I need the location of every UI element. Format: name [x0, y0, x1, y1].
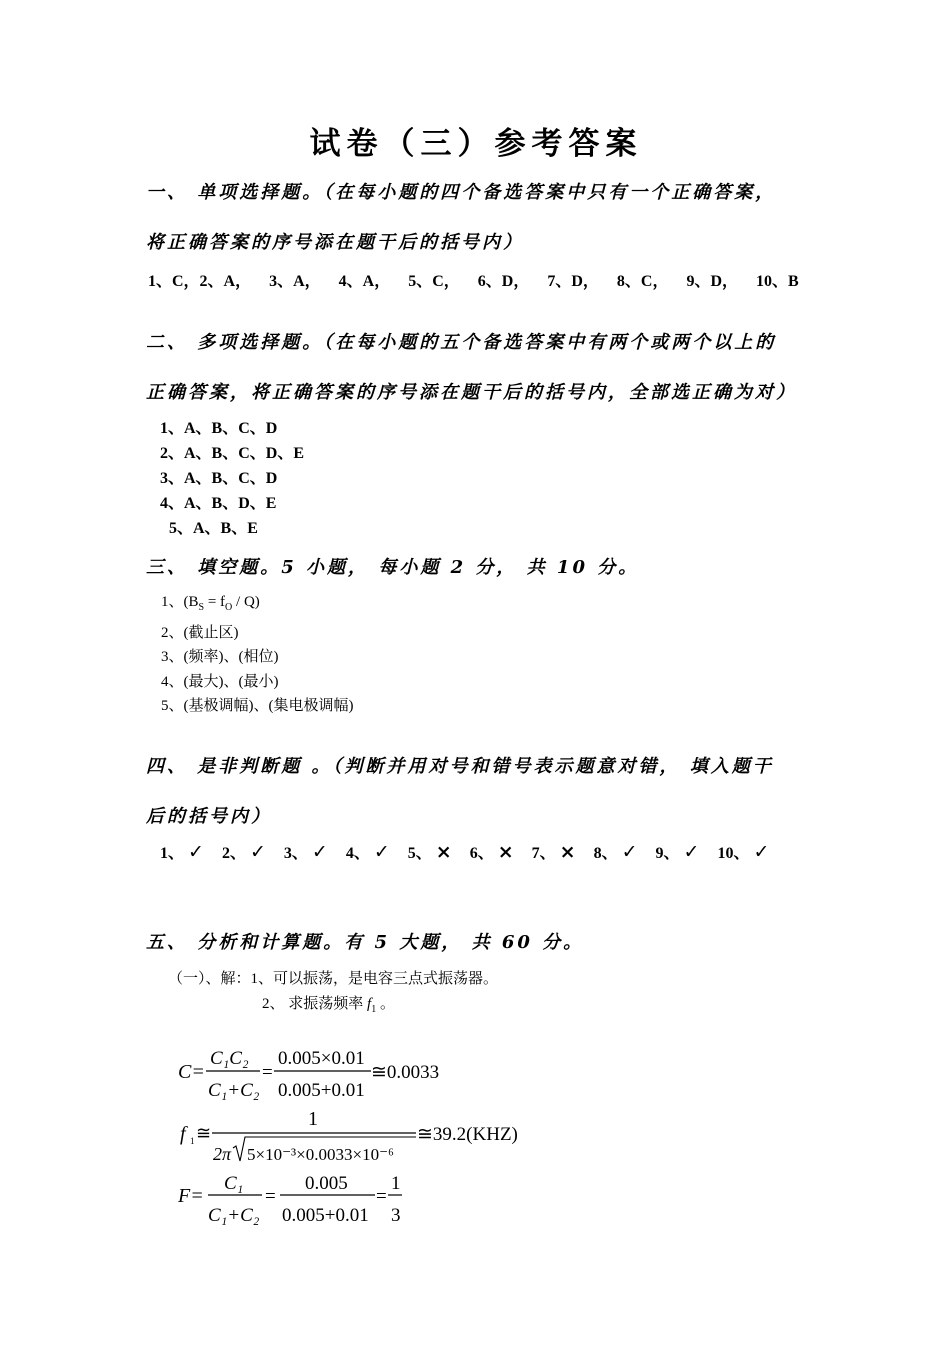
eq2-result: ≅39.2(KHZ): [417, 1124, 518, 1145]
eq3-eq: =: [265, 1186, 276, 1207]
eq3-den-sym: C₁+C₂: [208, 1205, 260, 1226]
eq3-frac-num: 1: [391, 1173, 401, 1194]
section2-heading: 二、 多项选择题。（在每小题的五个备选答案中有两个或两个以上的: [146, 332, 777, 353]
check-icon: ✓: [188, 841, 204, 863]
section4-heading-cont: 后的括号内）: [146, 806, 272, 827]
eq2-den-pre: 2π: [213, 1144, 232, 1164]
judgement-item: 2、 ✓: [221, 841, 266, 863]
check-icon: ✓: [683, 841, 700, 863]
check-icon: ✓: [621, 841, 638, 863]
section3-answer-list: [161, 590, 353, 719]
judgement-item: 3、 ✓: [283, 841, 328, 863]
solution-line-2: 2、 求振荡频率 $f_1$ 。: [262, 996, 395, 1015]
eq3-num-val: 0.005: [305, 1173, 348, 1194]
section3-heading: 三、 填空题。5 小题， 每小题 2 分， 共 10 分。: [146, 557, 640, 578]
check-icon: ✓: [311, 841, 328, 863]
judgement-item: 9、 ✓: [655, 841, 700, 863]
eq1-lhs: C=: [178, 1061, 205, 1083]
judgement-item: 7、 ×: [531, 841, 576, 863]
eq1-eq: =: [262, 1062, 273, 1083]
eq3-lhs: F=: [178, 1185, 204, 1207]
eq3-frac-den: 3: [391, 1205, 401, 1226]
section2-heading-cont: 正确答案，将正确答案的序号添在题干后的括号内，全部选正确为对）: [146, 382, 797, 403]
list-item: 5、A、B、E: [169, 520, 258, 537]
section4-heading: 四、 是非判断题 。（判断并用对号和错号表示题意对错， 填入题干: [146, 756, 774, 777]
eq2-num: 1: [308, 1108, 318, 1130]
eq3-num-sym: C₁: [224, 1173, 244, 1194]
section1-heading-cont: 将正确答案的序号添在题干后的括号内）: [146, 232, 524, 253]
eq1-den-sym: C₁+C₂: [208, 1080, 260, 1101]
eq1-num-val: 0.005×0.01: [278, 1048, 365, 1069]
cross-icon: ×: [435, 841, 452, 863]
list-item: 4、A、B、D、E: [160, 495, 277, 512]
section1-answers: 1、C，2、A， 3、A， 4、A， 5、C， 6、D， 7、D， 8、C， 9、D， 10、B: [148, 273, 799, 290]
list-item: 5、(基极调幅)、(集电极调幅): [161, 698, 354, 714]
list-item: 1、A、B、C、D: [160, 420, 278, 437]
eq2-lhs-sub: 1: [190, 1136, 195, 1146]
list-item: 2、A、B、C、D、E: [160, 445, 305, 462]
cross-icon: ×: [497, 841, 514, 863]
eq2-den-rad: 5×10⁻³×0.0033×10⁻⁶: [247, 1145, 394, 1164]
list-item: 1、$(B_S = f_O / Q)$: [161, 594, 260, 613]
check-icon: ✓: [373, 841, 390, 863]
judgement-item: 8、 ✓: [593, 841, 638, 863]
cross-icon: ×: [559, 841, 576, 863]
eq1-result: ≅0.0033: [371, 1062, 440, 1083]
list-item: 4、(最大)、(最小): [161, 673, 279, 690]
list-item: 3、(频率)、(相位): [161, 649, 279, 665]
eq3-den-val: 0.005+0.01: [282, 1205, 369, 1226]
section1-heading: 一、 单项选择题。（在每小题的四个备选答案中只有一个正确答案，: [146, 182, 777, 203]
judgement-item: 4、 ✓: [345, 841, 390, 863]
judgement-item: 10、 ✓: [717, 841, 770, 863]
judgement-item: 1、 ✓: [160, 841, 204, 863]
solution-line-1: （一）、解：1、可以振荡，是电容三点式振荡器。: [168, 971, 499, 987]
section5-heading: 五、 分析和计算题。有 5 大题， 共 60 分。: [146, 932, 585, 953]
judgement-answers: [160, 840, 783, 863]
eq1-num-sym: C₁C₂: [210, 1048, 249, 1069]
section2-answer-list: [160, 416, 304, 541]
eq2-lhs: f: [180, 1123, 186, 1145]
list-item: 2、(截止区): [161, 624, 239, 641]
list-item: 3、A、B、C、D: [160, 470, 278, 487]
check-icon: ✓: [753, 841, 770, 863]
equations: [170, 1040, 590, 1240]
check-icon: ✓: [249, 841, 266, 863]
eq3-eq2: =: [376, 1186, 387, 1207]
page-title: 试卷（三）参考答案: [309, 126, 643, 162]
eq2-approx: ≅: [196, 1123, 212, 1143]
eq1-den-val: 0.005+0.01: [278, 1080, 365, 1101]
judgement-item: 5、 ×: [407, 841, 452, 863]
judgement-item: 6、 ×: [469, 841, 514, 863]
